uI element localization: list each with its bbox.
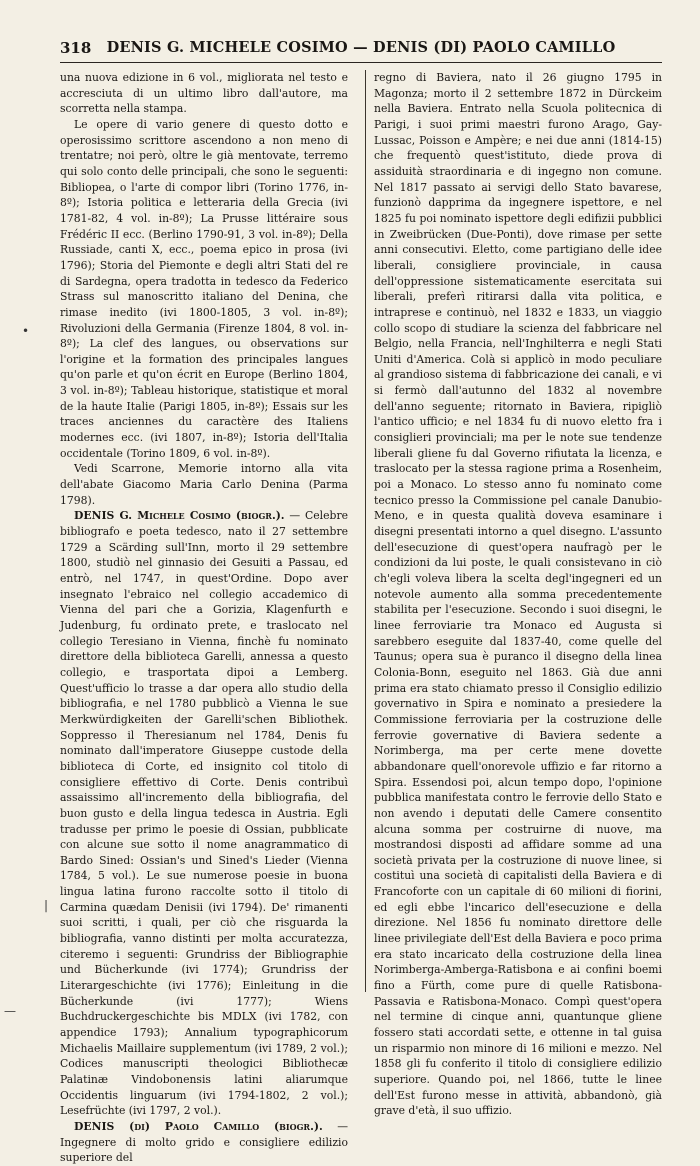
entry-denis-paolo-camillo: DENIS (di) Paolo Camillo (biogr.). — Ingegnere di molto grido e consigliere edilizio superiore del [60, 1119, 348, 1165]
paragraph: regno di Baviera, nato il 26 giugno 1795 in Magonza; morto il 2 settembre 1872 in Dürckeim nella Baviera. Entrato nella Scuola politecnica di Parigi, i suoi primi maestri furono Arago, Gay-Lussac, Poisson e Ampère; e nei due anni (1814-15) che frequentò quest'istituto, diede prova di assiduità straordinaria e di ingegno non comune. Nel 1817 passato ai servigi dello Stato bavarese, funzionò dapprima da ingegnere ispettore, e nel 1825 fu poi nominato ispettore degli edifizii pubblici in Zweibrücken (Due-Ponti), dove rimase per sette anni consecutivi. Eletto, come partigiano delle idee liberali, consigliere provinciale, in causa dell'oppressione sistematicamente esercitata sui liberali, preferì ritirarsi dalla vita politica, e intraprese e continuò, nel 1832 e 1833, un viaggio collo scopo di studiare la scienza del fabbricare nel Belgio, nella Francia, nell'Inghilterra e negli Stati Uniti d'America. Colà si applicò in modo peculiare al grandioso sistema di fabbricazione dei canali, e vi si fermò dall'autunno del 1832 al novembre dell'anno seguente; ritornato in Baviera, ripigliò l'antico ufficio; e nel 1834 fu di nuovo eletto fra i consiglieri provinciali; ma per le note sue tendenze liberali gliene fu dal Governo rifiutata la licenza, e traslocato per la stessa ragione prima a Rosenheim, poi a Monaco. Lo stesso anno fu nominato come tecnico presso la Commissione pel canale Danubio-Meno, e in questa qualità doveva esaminare i disegni presentati intorno a quel disegno. L'assunto dell'esecuzione di quest'opera naufragò per le condizioni da lui poste, le quali consistevano in ciò ch'egli voleva libera la scelta degl'ingegneri ed un notevole aumento alla somma precedentemente stabilita per l'esecuzione. Secondo i suoi disegni, le linee ferroviarie tra Monaco ed Augusta si sarebbero eseguite dal 1837-40, come quelle del Taunus; opera sua è puranco il disegno della linea Colonia-Bonn, eseguito nel 1863. Già due anni prima era stato chiamato presso il Consiglio edilizio governativo in Spira e nominato a presiedere la Commissione ferroviaria per la costruzione delle ferrovie governative di Baviera sedente a Norimberga, ma per certe mene dovette abbandonare quell'onorevole uffizio e far ritorno a Spira. Essendosi poi, alcun tempo dopo, l'opinione pubblica manifestata contro le ferrovie dello Stato e non avendo i deputati delle Camere consentito alcuna somma per costruirne di nuove, ma mostrandosi disposti ad affidare somme ad una società privata per la costruzione di nuove linee, si costituì una società di capitalisti della Baviera e di Francoforte con un capitale di 60 milioni di fiorini, ed egli ebbe l'incarico dell'esecuzione e della direzione. Nel 1856 fu nominato direttore delle linee privilegiate dell'Est della Baviera e poco prima era stato incaricato della costruzione della linea Norimberga-Amberga-Ratisbona e ai confini boemi fino a Fürth, come pure di quelle Ratisbona-Passavia e Ratisbona-Monaco. Compì quest'opera nel termine di cinque anni, quantunque gliene fossero stati accordati sette, e ottenne in tal guisa un risparmio non minore di 16 milioni e mezzo. Nel 1858 gli fu conferito il titolo di consigliere edilizio superiore. Quando poi, nel 1866, tutte le linee dell'Est furono messe in attività, abbandonò, già grave d'età, il suo uffizio. [374, 71, 662, 1118]
right-column [374, 70, 662, 1119]
running-head: DENIS G. MICHELE COSIMO — DENIS (DI) PAOLO CAMILLO [106, 39, 616, 56]
margin-tick: | [44, 898, 49, 912]
margin-dash: — [4, 1004, 16, 1018]
page-number: 318 [60, 39, 92, 57]
page-header [60, 36, 662, 63]
entry-headword: DENIS G. Michele Cosimo (biogr.). [74, 509, 285, 523]
entry-headword: DENIS (di) Paolo Camillo (biogr.). [74, 1119, 323, 1133]
margin-dot: • [22, 324, 30, 338]
paragraph: Le opere di vario genere di questo dotto e operosissimo scrittore ascendono a non meno di trentatre; noi però, oltre le già mentovate, terremo qui solo conto delle principali, che sono le seguenti: Bibliopea, o l'arte di compor libri (Torino 1776, in-8º); Istoria politica e letteraria della Grecia (ivi 1781-82, 4 vol. in-8º); La Prusse littéraire sous Frédéric II ecc. (Berlino 1790-91, 3 vol. in-8º); Della Russiade, canti X, ecc., poema epico in prosa (ivi 1796); Storia del Piemonte e degli altri Stati del re di Sardegna, opera tradotta in tedesco da Federico Strass sul manoscritto italiano del Denina, che rimase inedito (ivi 1800-1805, 3 vol. in-8º); Rivoluzioni della Germania (Firenze 1804, 8 vol. in-8º); La clef des langues, ou observations sur l'origine et la formation des principales langues qu'on parle et qu'on écrit en Europe (Berlino 1804, 3 vol. in-8º); Tableau historique, statistique et moral de la haute Italie (Parigi 1805, in-8º); Essais sur les traces anciennes du caractère des Italiens modernes ecc. (ivi 1807, in-8º); Istoria dell'Italia occidentale (Torino 1809, 6 vol. in-8º). [60, 117, 348, 460]
paragraph: Vedi Scarrone, Memorie intorno alla vita dell'abate Giacomo Maria Carlo Denina (Parma 1798). [60, 462, 348, 507]
column-divider [365, 70, 366, 992]
left-column [60, 70, 348, 1166]
paragraph: una nuova edizione in 6 vol., migliorata nel testo e accresciuta di un ultimo libro dall'autore, ma scorretta nella stampa. [60, 71, 348, 116]
entry-denis-michele-cosimo: DENIS G. Michele Cosimo (biogr.). — Celebre bibliografo e poeta tedesco, nato il 27 settembre 1729 a Scärding sull'Inn, morto il 29 settembre 1800, studiò nel ginnasio dei Gesuiti a Passau, ed entrò, nel 1747, in quest'Ordine. Dopo aver insegnato l'ebraico nel collegio accademico di Vienna del pari che a Gorizia, Klagenfurth e Judenburg, fu ordinato prete, e traslocato nel collegio Teresiano in Vienna, finchè fu nominato direttore della biblioteca Garelli, annessa a questo collegio, e trasportata dipoi a Lemberg. Quest'ufficio lo trasse a dar opera allo studio della bibliografia, e nel 1780 pubblicò a Vienna le sue Merkwürdigkeiten der Garelli'schen Bibliothek. Soppresso il Theresianum nel 1784, Denis fu nominato dall'imperatore Giuseppe custode della biblioteca di Corte, ed insignito col titolo di consigliere effettivo di Corte. Denis contribuì assaissimo all'incremento della bibliografia, del buon gusto e della lingua tedesca in Austria. Egli tradusse per primo le poesie di Ossian, pubblicate con alcune sue sotto il nome anagrammatico di Bardo Sined: Ossian's und Sined's Lieder (Vienna 1784, 5 vol.). Le sue numerose poesie in buona lingua latina furono raccolte sotto il titolo di Carmina quædam Denisii (ivi 1794). De' rimanenti suoi scritti, i quali, per ciò che risguarda la bibliografia, vanno distinti per molta accuratezza, citeremo i seguenti: Grundriss der Bibliographie und Bücherkunde (ivi 1774); Grundriss der Literargeschichte (ivi 1776); Einleitung in die Bücherkunde (ivi 1777); Wiens Buchdruckergeschichte bis MDLX (ivi 1782, con appendice 1793); Annalium typographicorum Michaelis Maillaire supplementum (ivi 1789, 2 vol.); Codices manuscripti theologici Bibliothecæ Palatinæ Vindobonensis latini aliarumque Occidentis linguarum (ivi 1794-1802, 2 vol.); Lesefrüchte (ivi 1797, 2 vol.). [60, 509, 348, 1118]
